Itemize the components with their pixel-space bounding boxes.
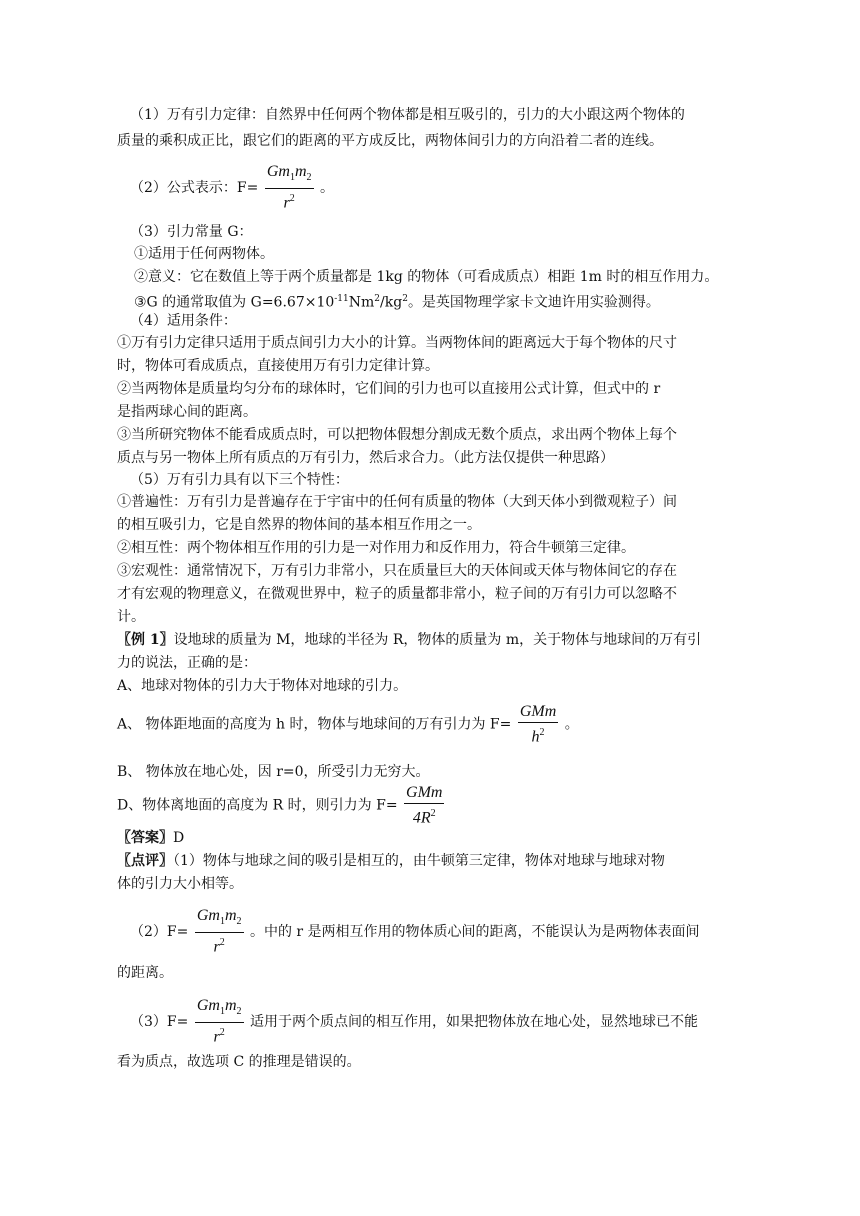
comment-point-3-cont: 看为质点，故选项 C 的推理是错误的。 bbox=[117, 1054, 361, 1070]
s5-line-2: 的相互吸引力，它是自然界的物体间的基本相互作用之一。 bbox=[117, 517, 481, 533]
option-a2: A、 物体距地面的高度为 h 时，物体与地球间的万有引力为 F= $\frac{\text{GMm}}{h^2}$ 。 bbox=[117, 703, 579, 746]
example-tag: 〖例 1〗 bbox=[117, 632, 174, 648]
s5-line-3: ②相互性：两个物体相互作用的引力是一对作用力和反作用力，符合牛顿第三定律。 bbox=[117, 540, 635, 556]
s4-line-2: 时，物体可看成质点，直接使用万有引力定律计算。 bbox=[117, 358, 439, 374]
s4-line-3: ②当两物体是质量均匀分布的球体时，它们间的引力也可以直接用公式计算，但式中的 r bbox=[117, 381, 661, 397]
s3-title: （3）引力常量 G： bbox=[130, 224, 253, 240]
comment-point-3: （3）F= $\frac{Gm_1m_2}{r^2}$ 适用于两个质点间的相互作用，如果把物体放在地心处，显然地球已不能 bbox=[130, 997, 698, 1046]
s2-prefix: （2）公式表示：F= bbox=[130, 179, 259, 196]
s5-title: （5）万有引力具有以下三个特性： bbox=[130, 472, 349, 488]
s3-item-2: ②意义：它在数值上等于两个质量都是 1kg 的物体（可看成质点）相距 1m 时的相互作用力。 bbox=[134, 269, 719, 285]
s3-item-1: ①适用于任何两物体。 bbox=[134, 246, 274, 262]
s2-suffix: 。 bbox=[319, 179, 334, 196]
example-line-1: 〖例 1〗设地球的质量为 M，地球的半径为 R，物体的质量为 m，关于物体与地球间的万有引 bbox=[117, 632, 702, 648]
s4-line-4: 是指两球心间的距离。 bbox=[117, 404, 257, 420]
answer-tag: 〖答案〗 bbox=[117, 830, 173, 846]
s5-line-5: 才有宏观的物理意义，在微观世界中，粒子的质量都非常小，粒子间的万有引力可以忽略不 bbox=[117, 586, 677, 602]
answer-value: D bbox=[173, 830, 185, 846]
s4-line-5: ③当所研究物体不能看成质点时，可以把物体假想分割成无数个质点，求出两个物体上每个 bbox=[117, 427, 677, 443]
option-a1: A、地球对物体的引力大于物体对地球的引力。 bbox=[117, 678, 408, 694]
s5-line-1: ①普遍性：万有引力是普遍存在于宇宙中的任何有质量的物体（大到天体小到微观粒子）间 bbox=[117, 494, 677, 510]
comment-point-2: （2）F= $\frac{Gm_1m_2}{r^2}$ 。中的 r 是两相互作用的物体质心间的距离，不能误认为是两物体表面间 bbox=[130, 907, 700, 956]
s5-line-6: 计。 bbox=[117, 609, 145, 625]
comment-3-fraction: $\frac{Gm_1m_2}{r^2}$ bbox=[196, 997, 242, 1046]
s5-line-4: ③宏观性：通常情况下，万有引力非常小，只在质量巨大的天体间或天体与物体间它的存在 bbox=[117, 563, 677, 579]
s1-line-1: （1）万有引力定律：自然界中任何两个物体都是相互吸引的，引力的大小跟这两个物体的 bbox=[130, 107, 685, 123]
comment-line-1: 〖点评〗（1）物体与地球之间的吸引是相互的，由牛顿第三定律，物体对地球与地球对物 bbox=[117, 853, 665, 869]
gravity-formula-fraction: $\frac{Gm_1m_2}{r^2}$ bbox=[266, 163, 312, 212]
option-d-fraction: $\frac{\text{GMm}}{4R^2}$ bbox=[406, 784, 443, 827]
s1-line-2: 质量的乘积成正比，跟它们的距离的平方成反比，两物体间引力的方向沿着二者的连线。 bbox=[117, 133, 663, 149]
option-a2-fraction: $\frac{\text{GMm}}{h^2}$ bbox=[519, 703, 557, 746]
s3-item-3: ③G 的通常取值为 $G=6.67\times 10^{-11}Nm^2/kg^2$。是英国物理学家卡文迪许用实验测得。 bbox=[134, 294, 660, 311]
answer-line bbox=[117, 828, 184, 848]
option-b: B、 物体放在地心处，因 r=0，所受引力无穷大。 bbox=[117, 764, 430, 780]
s2-formula-line bbox=[130, 162, 334, 212]
s4-line-6: 质点与另一物体上所有质点的万有引力，然后求合力。（此方法仅提供一种思路） bbox=[117, 450, 614, 466]
comment-point-2-cont: 的距离。 bbox=[117, 965, 173, 981]
comment-line-2: 体的引力大小相等。 bbox=[117, 876, 243, 892]
example-line-2: 力的说法，正确的是： bbox=[117, 655, 257, 671]
comment-tag: 〖点评〗 bbox=[117, 853, 173, 869]
comment-2-fraction: $\frac{Gm_1m_2}{r^2}$ bbox=[196, 907, 242, 956]
option-d: D、物体离地面的高度为 R 时，则引力为 F= $\frac{\text{GMm}}{4R^2}$ bbox=[117, 784, 443, 827]
s4-line-1: ①万有引力定律只适用于质点间引力大小的计算。当两物体间的距离远大于每个物体的尺寸 bbox=[117, 335, 677, 351]
s4-title: （4）适用条件： bbox=[130, 313, 237, 329]
